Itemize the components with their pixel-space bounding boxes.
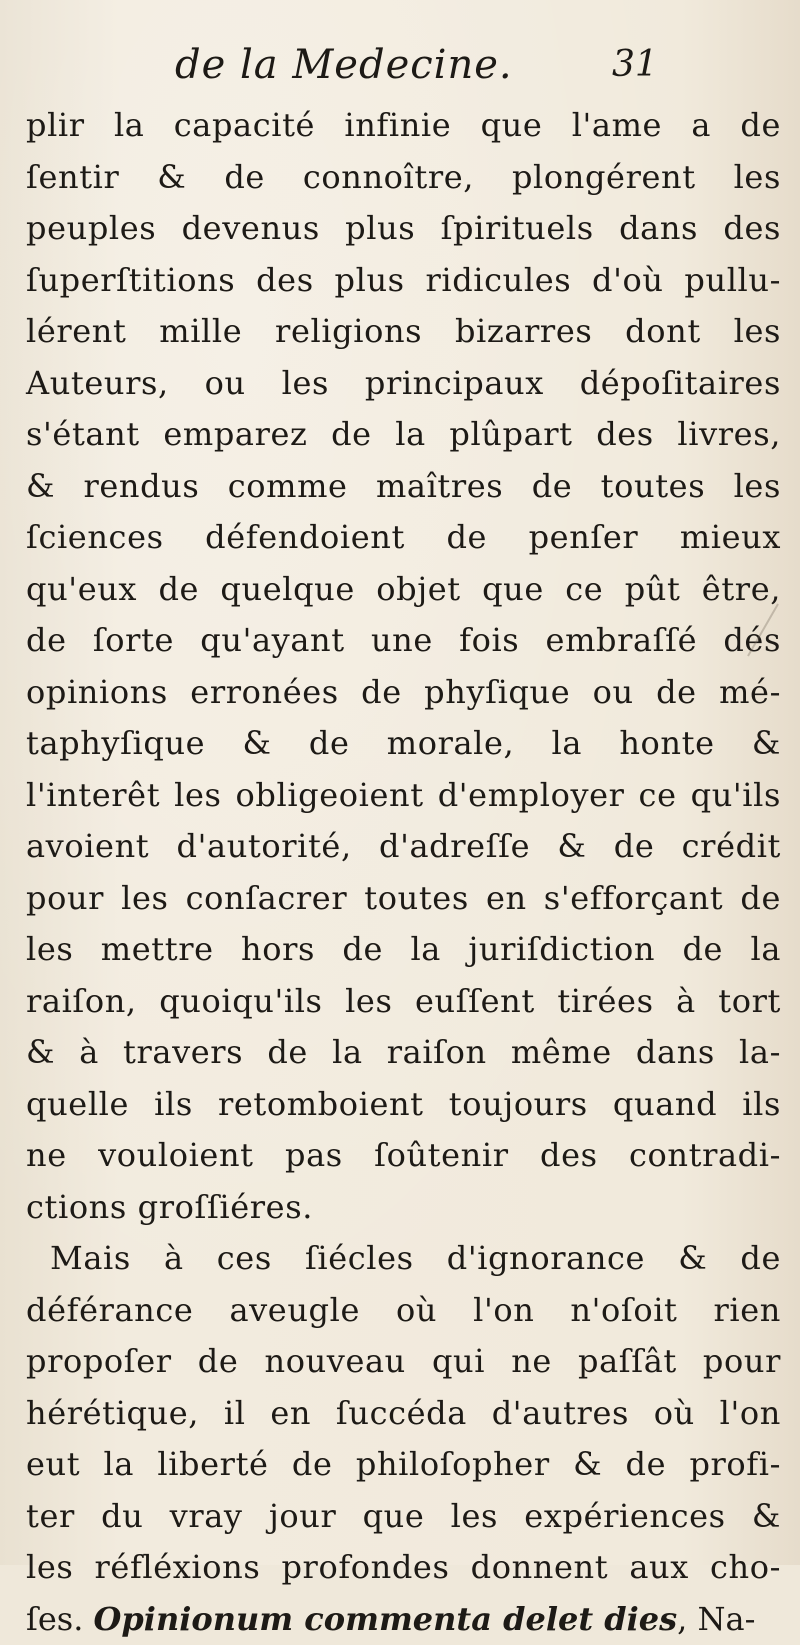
text-line: ne vouloient pas ſoûtenir des contradi- — [26, 1130, 781, 1182]
text-line: raiſon, quoiqu'ils les euſſent tirées à tort — [26, 976, 781, 1028]
text-line: & à travers de la raiſon même dans la- — [26, 1027, 781, 1079]
text-line: ſuperſtitions des plus ridicules d'où pullu- — [26, 255, 781, 307]
text-line: pour les conſacrer toutes en s'efforçant de — [26, 873, 781, 925]
text-line: déférance aveugle où l'on n'oſoit rien — [26, 1285, 781, 1337]
text-line: lérent mille religions bizarres dont les — [26, 306, 781, 358]
text-line: ter du vray jour que les expériences & — [26, 1491, 781, 1543]
text-line: les mettre hors de la juriſdiction de la — [26, 924, 781, 976]
text-line: hérétique, il en ſuccéda d'autres où l'on — [26, 1388, 781, 1440]
text-line-last — [26, 1594, 781, 1645]
running-head-title: de la Medecine. — [175, 42, 513, 88]
text-line: peuples devenus plus ſpirituels dans des — [26, 203, 781, 255]
text-line: eut la liberté de philoſopher & de profi- — [26, 1439, 781, 1491]
text-line: opinions erronées de phyſique ou de mé- — [26, 667, 781, 719]
page-number: 31 — [612, 44, 658, 85]
text-line: l'interêt les obligeoient d'employer ce qu'ils — [26, 770, 781, 822]
text-line: propoſer de nouveau qui ne paſſât pour — [26, 1336, 781, 1388]
last-line-roman: ſes. — [26, 1600, 83, 1638]
text-line: s'étant emparez de la plûpart des livres, — [26, 409, 781, 461]
text-line-paragraph-start: Mais à ces ſiécles d'ignorance & de — [26, 1233, 781, 1285]
latin-quotation: Opinionum commenta delet dies — [94, 1600, 678, 1638]
running-head — [0, 36, 800, 96]
text-line-paragraph-end: ctions groſſiéres. — [26, 1182, 781, 1234]
text-line: Auteurs, ou les principaux dépoſitaires — [26, 358, 781, 410]
text-line: avoient d'autorité, d'adreſſe & de crédit — [26, 821, 781, 873]
text-line: taphyſique & de morale, la honte & — [26, 718, 781, 770]
body-text — [26, 100, 781, 1645]
text-line: plir la capacité infinie que l'ame a de — [26, 100, 781, 152]
text-line: ſentir & de connoître, plongérent les — [26, 152, 781, 204]
text-line: qu'eux de quelque objet que ce pût être, — [26, 564, 781, 616]
last-line-tail: , Na- — [677, 1600, 755, 1638]
text-line: ſciences défendoient de penſer mieux — [26, 512, 781, 564]
text-line: & rendus comme maîtres de toutes les — [26, 461, 781, 513]
text-line: les réfléxions profondes donnent aux cho- — [26, 1542, 781, 1594]
text-line: de ſorte qu'ayant une fois embraſſé dés — [26, 615, 781, 667]
text-line: quelle ils retomboient toujours quand ils — [26, 1079, 781, 1131]
